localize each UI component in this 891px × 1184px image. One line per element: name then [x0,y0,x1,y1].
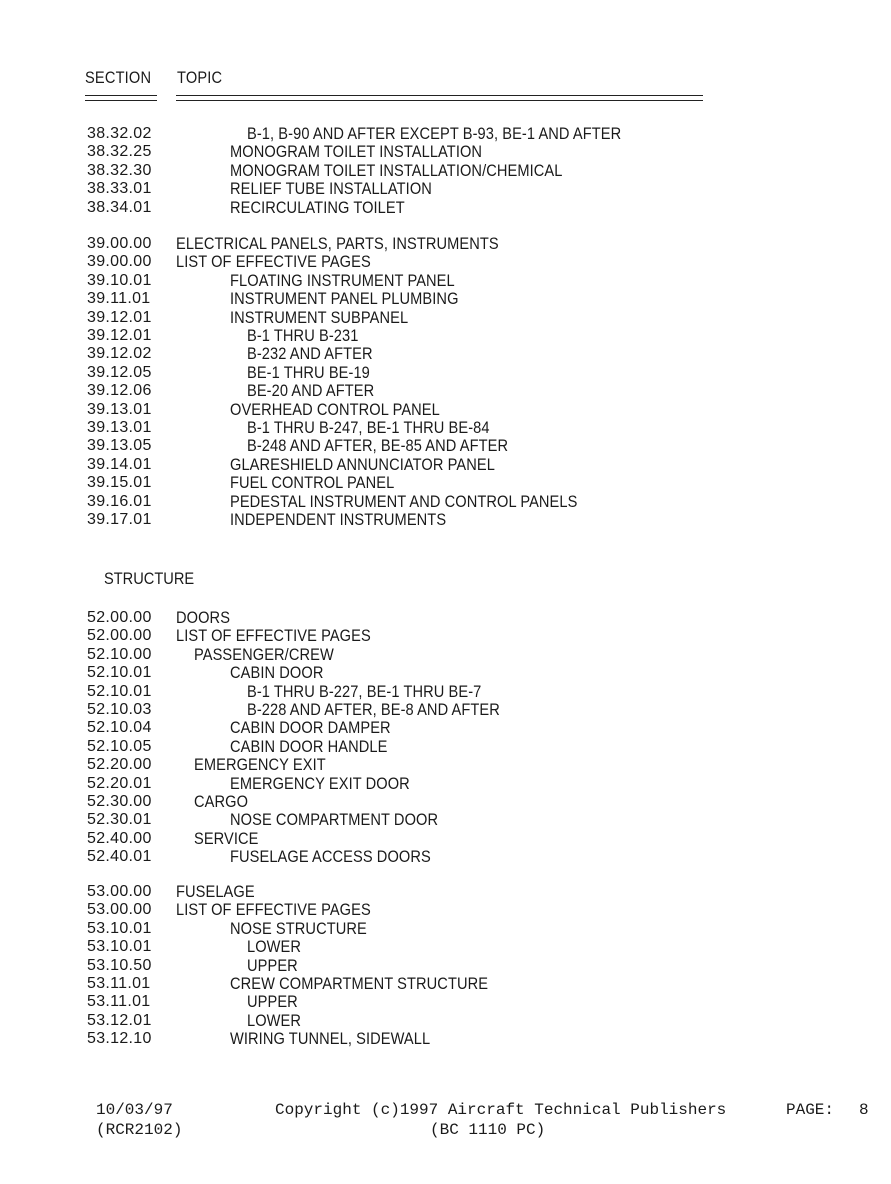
topic-text: B-1 THRU B-227, BE-1 THRU BE-7 [247,681,482,701]
section-number: 52.30.01 [87,811,152,829]
topic-text: LOWER [247,1010,302,1030]
section-number: 39.12.05 [87,363,152,381]
topic-text: EMERGENCY EXIT DOOR [230,773,410,793]
footer-page-number: 8 [859,1101,869,1119]
section-number: 53.10.01 [87,938,152,956]
section-number: 38.32.30 [87,161,152,179]
section-number: 39.17.01 [87,511,152,528]
section-number: 39.16.01 [87,492,152,510]
topic-text: CARGO [194,792,249,811]
section-number: 52.40.01 [87,848,152,866]
section-number: 52.10.04 [87,719,152,737]
section-number: 39.13.01 [87,419,152,436]
section-number: 52.10.03 [87,701,152,718]
section-number: 53.12.10 [87,1030,152,1048]
structure-heading: STRUCTURE [104,569,195,588]
section-number: 38.34.01 [87,198,152,216]
section-number: 39.13.01 [87,400,152,418]
section-number: 53.10.50 [87,956,152,974]
topic-text: NOSE COMPARTMENT DOOR [230,810,439,830]
section-number: 53.12.01 [87,1011,152,1029]
topic-text: LIST OF EFFECTIVE PAGES [176,252,371,272]
footer-page-label: PAGE: [786,1101,835,1119]
section-number: 53.11.01 [87,975,151,992]
section-number: 52.10.05 [87,737,152,755]
topic-text: SERVICE [194,828,259,848]
section-number: 39.12.06 [87,382,152,400]
section-number: 39.00.00 [87,253,152,271]
footer-date: 10/03/97 [96,1101,173,1119]
section-number: 52.30.00 [87,793,152,810]
topic-text: LIST OF EFFECTIVE PAGES [176,900,371,920]
section-number: 53.00.00 [87,883,152,900]
topic-text: RECIRCULATING TOILET [230,197,405,217]
topic-column-header: TOPIC [177,68,223,87]
topic-text: MONOGRAM TOILET INSTALLATION/CHEMICAL [230,160,563,180]
section-number: 52.20.01 [87,774,152,792]
topic-text: CREW COMPARTMENT STRUCTURE [230,974,489,993]
topic-text: PASSENGER/CREW [194,644,334,664]
topic-text: INSTRUMENT SUBPANEL [230,307,409,327]
footer-code: (RCR2102) [96,1121,183,1139]
topic-text: FUSELAGE [176,882,255,901]
section-number: 39.12.01 [87,308,152,326]
section-number: 52.20.00 [87,756,152,774]
section-number: 52.10.01 [87,664,152,682]
topic-text: UPPER [247,992,298,1012]
section-number: 38.33.01 [87,180,152,198]
topic-text: INSTRUMENT PANEL PLUMBING [230,289,459,309]
section-number: 39.12.01 [87,327,152,344]
topic-text: FLOATING INSTRUMENT PANEL [230,270,455,290]
topic-text: CABIN DOOR HANDLE [230,736,388,756]
section-number: 38.32.25 [87,143,152,161]
section-number: 53.10.01 [87,919,152,937]
section-number: 39.15.01 [87,474,152,492]
topic-text: FUSELAGE ACCESS DOORS [230,847,431,867]
section-number: 53.11.01 [87,993,151,1011]
topic-text: RELIEF TUBE INSTALLATION [230,179,432,199]
topic-text: B-1 THRU B-247, BE-1 THRU BE-84 [247,418,490,437]
section-number: 39.10.01 [87,271,152,289]
topic-text: NOSE STRUCTURE [230,918,367,938]
topic-text: OVERHEAD CONTROL PANEL [230,399,440,419]
section-number: 52.00.00 [87,627,152,645]
topic-text: B-228 AND AFTER, BE-8 AND AFTER [247,700,500,719]
topic-header-rule [176,95,703,101]
topic-text: B-1 THRU B-231 [247,326,359,345]
topic-text: B-232 AND AFTER [247,344,373,364]
footer-model: (BC 1110 PC) [430,1121,546,1139]
topic-text: MONOGRAM TOILET INSTALLATION [230,142,483,162]
section-number: 38.32.02 [87,125,152,142]
section-number: 52.40.00 [87,829,152,847]
footer-copyright: Copyright (c)1997 Aircraft Technical Publishers [275,1101,727,1119]
topic-text: UPPER [247,955,298,975]
topic-text: CABIN DOOR DAMPER [230,718,391,738]
topic-text: FUEL CONTROL PANEL [230,473,395,493]
topic-text: EMERGENCY EXIT [194,755,326,775]
topic-text: DOORS [176,608,231,627]
topic-text: GLARESHIELD ANNUNCIATOR PANEL [230,454,495,474]
section-header-rule [85,95,157,101]
topic-text: ELECTRICAL PANELS, PARTS, INSTRUMENTS [176,234,499,253]
topic-text: WIRING TUNNEL, SIDEWALL [230,1029,431,1049]
section-number: 39.00.00 [87,235,152,252]
topic-text: BE-20 AND AFTER [247,381,375,401]
topic-text: BE-1 THRU BE-19 [247,362,370,382]
section-number: 52.10.00 [87,645,152,663]
topic-text: PEDESTAL INSTRUMENT AND CONTROL PANELS [230,491,578,511]
section-number: 52.10.01 [87,682,152,700]
topic-text: INDEPENDENT INSTRUMENTS [230,510,447,529]
section-number: 39.13.05 [87,437,152,455]
section-number: 39.11.01 [87,290,151,308]
topic-text: CABIN DOOR [230,663,324,683]
section-column-header: SECTION [85,68,152,87]
section-number: 52.00.00 [87,609,152,626]
section-number: 39.14.01 [87,455,152,473]
topic-text: LOWER [247,937,302,957]
section-number: 53.00.00 [87,901,152,919]
topic-text: B-1, B-90 AND AFTER EXCEPT B-93, BE-1 AND AFTER [247,124,622,143]
topic-text: LIST OF EFFECTIVE PAGES [176,626,371,646]
topic-text: B-248 AND AFTER, BE-85 AND AFTER [247,436,509,456]
section-number: 39.12.02 [87,345,152,363]
